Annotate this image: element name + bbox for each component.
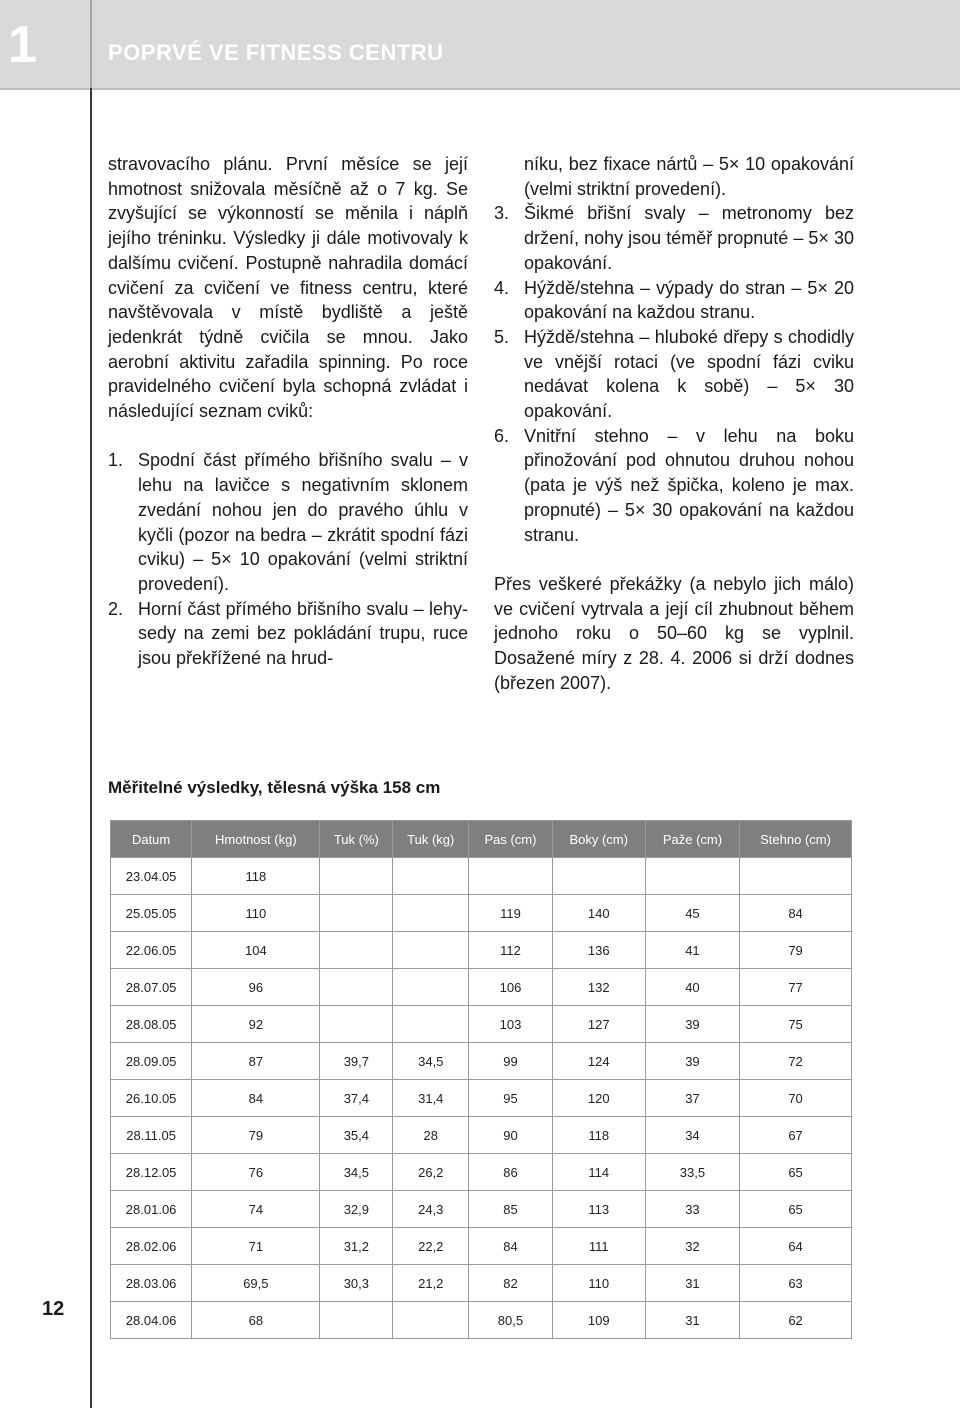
list-item (494, 276, 854, 325)
table-cell: 118 (552, 1117, 645, 1154)
list-item (108, 597, 468, 671)
table-cell: 23.04.05 (111, 858, 192, 895)
left-column (108, 152, 468, 671)
table-cell: 41 (645, 932, 739, 969)
table-cell: 80,5 (469, 1302, 552, 1339)
results-table (110, 820, 852, 1339)
table-cell: 33 (645, 1191, 739, 1228)
table-row (111, 1117, 852, 1154)
list-item-text: Vnitřní stehno – v lehu na boku přinožování pod ohnutou druhou nohou (pata je výš než špička, koleno je max. propnuté) – 5× 30 opakování na každou stranu. (524, 425, 854, 545)
table-cell (320, 969, 393, 1006)
table-cell: 39 (645, 1043, 739, 1080)
column-header: Tuk (%) (320, 821, 393, 858)
margin-rule (90, 88, 92, 1408)
table-cell: 118 (192, 858, 320, 895)
table-cell: 31 (645, 1265, 739, 1302)
table-cell: 34 (645, 1117, 739, 1154)
table-cell: 39 (645, 1006, 739, 1043)
table-cell: 62 (740, 1302, 852, 1339)
table-cell: 28.03.06 (111, 1265, 192, 1302)
column-header: Paže (cm) (645, 821, 739, 858)
list-item-number: 3. (494, 203, 510, 224)
list-item-text: Horní část přímého břišního svalu – lehy-sedy na zemi bez pokládání trupu, ruce jsou překřížené na hrud- (138, 598, 468, 669)
list-item (494, 325, 854, 424)
table-cell: 28.01.06 (111, 1191, 192, 1228)
table-cell: 64 (740, 1228, 852, 1265)
table-cell (320, 895, 393, 932)
table-cell: 70 (740, 1080, 852, 1117)
table-cell: 30,3 (320, 1265, 393, 1302)
table-cell (740, 858, 852, 895)
table-row (111, 1228, 852, 1265)
table-cell: 63 (740, 1265, 852, 1302)
intro-paragraph: stravovacího plánu. První měsíce se její hmotnost snižovala měsíčně až o 7 kg. Se zvyšující se výkonností se měnila i náplň jejího tréninku. Výsledky ji dále motivovaly k dalšímu cvičení. Postupně nahradila domácí cvičení za cvičení ve fitness centru, které navštěvovala v místě bydliště a ještě jedenkrát týdně cvičila se mnou. Jako aerobní aktivitu zařadila spinning. Po roce pravidelného cvičení byla schopná zvládat i následující seznam cviků: (108, 154, 468, 422)
table-cell: 34,5 (320, 1154, 393, 1191)
table-row (111, 1006, 852, 1043)
column-header: Datum (111, 821, 192, 858)
table-cell: 28.02.06 (111, 1228, 192, 1265)
table-cell: 26,2 (393, 1154, 469, 1191)
list-item-number: 5. (494, 326, 510, 347)
table-cell: 90 (469, 1117, 552, 1154)
table-cell: 68 (192, 1302, 320, 1339)
table-cell: 28.07.05 (111, 969, 192, 1006)
list-item-text: Spodní část přímého břišního svalu – v lehu na lavičce s negativním sklonem zvedání nohou jen do pravého úhlu v kyčli (pozor na bedra – zkrátit spodní fázi cviku) – 5× 10 opakování (velmi striktní provedení). (138, 450, 468, 594)
list-item-text: Hýždě/stehna – hluboké dřepy s chodidly ve vnější rotaci (ve spodní fázi cviku nedávat kolena k sobě) – 5× 30 opakování. (524, 326, 854, 422)
list-item-number: 1. (108, 450, 124, 471)
table-cell: 140 (552, 895, 645, 932)
table-cell: 136 (552, 932, 645, 969)
table-cell: 32 (645, 1228, 739, 1265)
table-cell: 28.08.05 (111, 1006, 192, 1043)
table-row (111, 895, 852, 932)
table-cell: 113 (552, 1191, 645, 1228)
table-body (111, 858, 852, 1339)
table-cell: 77 (740, 969, 852, 1006)
table-cell: 76 (192, 1154, 320, 1191)
table-cell: 74 (192, 1191, 320, 1228)
table-cell: 99 (469, 1043, 552, 1080)
page-number: 12 (42, 1298, 65, 1320)
table-cell: 79 (740, 932, 852, 969)
table-cell: 84 (740, 895, 852, 932)
table-cell: 28.09.05 (111, 1043, 192, 1080)
table-cell: 21,2 (393, 1265, 469, 1302)
table-cell: 110 (552, 1265, 645, 1302)
table-cell: 28.04.06 (111, 1302, 192, 1339)
table-cell: 72 (740, 1043, 852, 1080)
list-continuation (494, 152, 854, 201)
table-cell: 69,5 (192, 1265, 320, 1302)
table-cell: 37,4 (320, 1080, 393, 1117)
table-cell: 127 (552, 1006, 645, 1043)
table-cell (393, 932, 469, 969)
table-cell: 103 (469, 1006, 552, 1043)
table-row (111, 1043, 852, 1080)
table-cell: 33,5 (645, 1154, 739, 1191)
table-cell: 75 (740, 1006, 852, 1043)
table-cell: 84 (469, 1228, 552, 1265)
table-cell (393, 1302, 469, 1339)
table-cell: 67 (740, 1117, 852, 1154)
list-item-text: Šikmé břišní svaly – metronomy bez držení, nohy jsou téměř propnuté – 5× 30 opakování. (524, 203, 854, 273)
table-cell: 85 (469, 1191, 552, 1228)
header-divider (90, 0, 92, 88)
continuation-text: níku, bez fixace nártů – 5× 10 opakování (velmi striktní provedení). (524, 154, 854, 199)
exercise-list-left (108, 448, 468, 670)
table-cell: 28 (393, 1117, 469, 1154)
table-cell: 22.06.05 (111, 932, 192, 969)
table-cell: 37 (645, 1080, 739, 1117)
column-header: Hmotnost (kg) (192, 821, 320, 858)
table-cell: 82 (469, 1265, 552, 1302)
table-cell (393, 858, 469, 895)
table-row (111, 1265, 852, 1302)
table-cell (393, 1006, 469, 1043)
table-cell: 96 (192, 969, 320, 1006)
table-cell: 120 (552, 1080, 645, 1117)
table-cell (393, 895, 469, 932)
table-cell (320, 1006, 393, 1043)
table-cell (645, 858, 739, 895)
column-header: Boky (cm) (552, 821, 645, 858)
list-item-number: 6. (494, 425, 510, 446)
table-cell: 112 (469, 932, 552, 969)
table-cell: 24,3 (393, 1191, 469, 1228)
table-cell: 109 (552, 1302, 645, 1339)
right-column (494, 152, 854, 695)
table-cell: 87 (192, 1043, 320, 1080)
list-item-number: 4. (494, 277, 510, 298)
table-cell: 132 (552, 969, 645, 1006)
chapter-title: POPRVÉ VE FITNESS CENTRU (108, 40, 444, 65)
table-cell: 31,4 (393, 1080, 469, 1117)
table-cell: 71 (192, 1228, 320, 1265)
table-cell: 124 (552, 1043, 645, 1080)
table-cell: 34,5 (393, 1043, 469, 1080)
table-cell: 110 (192, 895, 320, 932)
table-cell: 119 (469, 895, 552, 932)
table-row (111, 932, 852, 969)
table-cell: 31 (645, 1302, 739, 1339)
list-item-text: Hýždě/stehna – výpady do stran – 5× 20 opakování na každou stranu. (524, 277, 854, 323)
table-title: Měřitelné výsledky, tělesná výška 158 cm (108, 778, 441, 797)
table-cell: 35,4 (320, 1117, 393, 1154)
table-cell: 106 (469, 969, 552, 1006)
table-row (111, 1302, 852, 1339)
table-row (111, 858, 852, 895)
table-cell: 79 (192, 1117, 320, 1154)
table-cell (320, 1302, 393, 1339)
table-row (111, 1080, 852, 1117)
table-cell: 22,2 (393, 1228, 469, 1265)
table-cell: 65 (740, 1191, 852, 1228)
table-cell: 40 (645, 969, 739, 1006)
table-cell: 26.10.05 (111, 1080, 192, 1117)
list-item (108, 448, 468, 596)
table-cell (320, 932, 393, 969)
table-cell: 95 (469, 1080, 552, 1117)
table-cell (393, 969, 469, 1006)
table-cell: 65 (740, 1154, 852, 1191)
table-cell: 39,7 (320, 1043, 393, 1080)
table-cell: 114 (552, 1154, 645, 1191)
table-header-row (111, 821, 852, 858)
exercise-list-right (494, 201, 854, 547)
table-cell: 31,2 (320, 1228, 393, 1265)
table-cell: 111 (552, 1228, 645, 1265)
table-cell: 28.11.05 (111, 1117, 192, 1154)
table-cell (552, 858, 645, 895)
table-cell: 45 (645, 895, 739, 932)
table-row (111, 969, 852, 1006)
column-header: Tuk (kg) (393, 821, 469, 858)
chapter-number: 1 (8, 16, 35, 74)
list-item (494, 424, 854, 548)
table-cell: 104 (192, 932, 320, 969)
table-cell: 86 (469, 1154, 552, 1191)
closing-paragraph: Přes veškeré překážky (a nebylo jich málo) ve cvičení vytrvala a její cíl zhubnout během jednoho roku o 50–60 kg se vyplnil. Dosažené míry z 28. 4. 2006 si drží dodnes (březen 2007). (494, 573, 854, 693)
table-cell: 32,9 (320, 1191, 393, 1228)
list-item-number: 2. (108, 598, 124, 619)
table-cell: 28.12.05 (111, 1154, 192, 1191)
table-cell: 92 (192, 1006, 320, 1043)
table-cell: 25.05.05 (111, 895, 192, 932)
table-cell (469, 858, 552, 895)
table-row (111, 1191, 852, 1228)
table-cell (320, 858, 393, 895)
list-item (494, 201, 854, 275)
table-row (111, 1154, 852, 1191)
column-header: Stehno (cm) (740, 821, 852, 858)
table-cell: 84 (192, 1080, 320, 1117)
column-header: Pas (cm) (469, 821, 552, 858)
